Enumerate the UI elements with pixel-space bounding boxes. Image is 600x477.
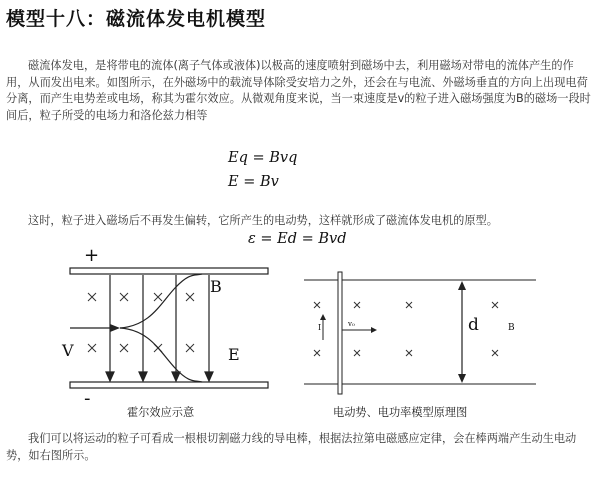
downward-deflection — [120, 328, 202, 382]
beam-arrowhead — [110, 324, 120, 332]
label-v: V — [62, 341, 74, 360]
middle-paragraph: 这时，粒子进入磁场后不再发生偏转，它所产生的电动势，这样就形成了磁流体发电机的原型。 — [28, 214, 498, 227]
label-B: B — [210, 277, 222, 296]
label-E: E — [228, 345, 240, 364]
intro-paragraph: 磁流体发电，是将带电的流体(离子气体或液体)以极高的速度喷射到磁场中去，利用磁场对带电的流体产生的作用，从而发出电来。如图所示，在外磁场中的载流导体除受安培力之外，还会在与电流、外磁场垂直的方向上出现电荷分离，而产生电势差或电场，称其为霍尔效应。从微观角度来说，当一束速度是v的粒子进入磁场强度为B的磁场一段时间后，粒子所受的电场力和洛伦兹力相等 — [6, 59, 591, 122]
closing-paragraph: 我们可以将运动的粒子可看成一根根切割磁力线的导电棒，根据法拉第电磁感应定律，会在棒两端产生动生电动势，如右图所示。 — [6, 432, 577, 462]
equation-emf: ε = Ed = Bvd — [248, 231, 347, 247]
hall-figure-caption: 霍尔效应示意 — [127, 406, 195, 419]
label-v0: v₀ — [348, 320, 355, 328]
bottom-plate — [70, 382, 268, 388]
upward-deflection — [120, 274, 202, 328]
top-plate — [70, 268, 268, 274]
hall-effect-figure — [50, 244, 280, 404]
emf-model-figure — [296, 266, 546, 396]
equation-force-balance: Eq = Bvq — [228, 150, 298, 166]
plus-sign: + — [84, 245, 100, 266]
label-I: I — [318, 323, 322, 332]
page-title: 模型十八：磁流体发电机模型 — [6, 8, 267, 30]
emf-figure-caption: 电动势、电功率模型原理图 — [333, 406, 468, 419]
minus-sign: - — [84, 388, 91, 404]
label-d: d — [468, 315, 479, 335]
conductor-bar — [338, 272, 342, 394]
label-B-right: B — [508, 323, 515, 333]
equation-field: E = Bv — [228, 174, 279, 190]
